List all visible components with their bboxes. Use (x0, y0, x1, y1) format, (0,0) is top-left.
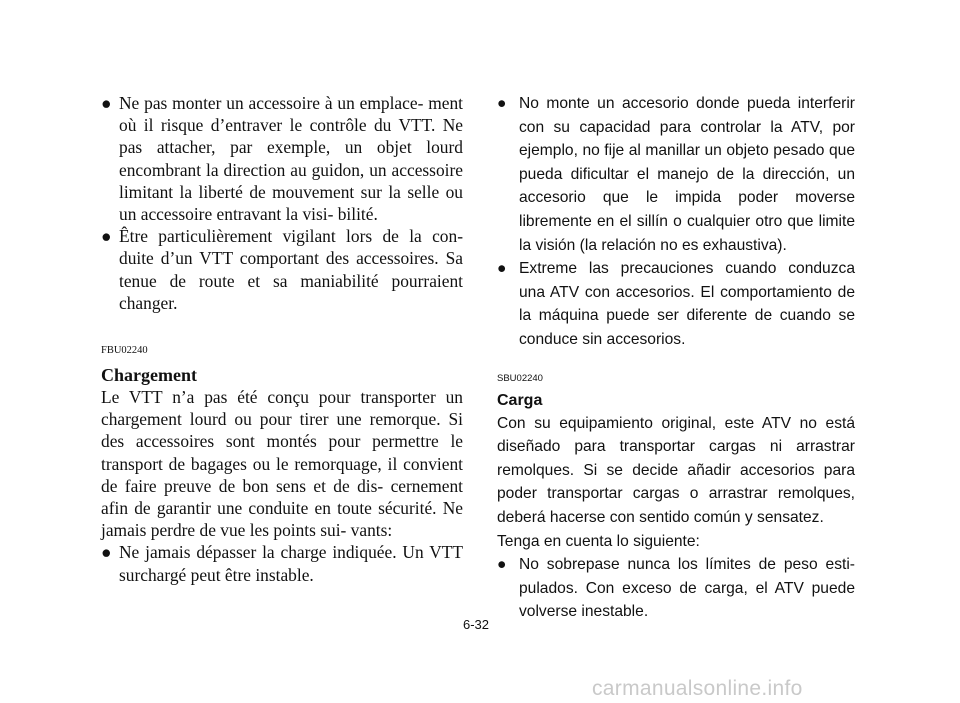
bullet-text: No monte un accesorio donde pueda interferir con su capacidad para controlar la ATV, por ejemplo, no fije al manillar un objeto pesado que pueda dificultar el manejo de la dirección, un accesorio que le impida poder moverse libremente en el sillín o cualquier otro que limite la visión (la relación no es exhaustiva). (519, 95, 855, 254)
spanish-bullet-load-limit (497, 553, 855, 624)
french-bullet-accessory-placement (101, 92, 463, 225)
bullet-icon: ● (101, 226, 112, 247)
bullet-text: Extreme las precauciones cuando conduzca una ATV con accesorios. El comportamiento de la máquina puede ser diferente de cuando se conduce sin accesorios. (519, 260, 855, 348)
bullet-icon: ● (101, 93, 112, 113)
section-heading: Chargement (101, 365, 197, 386)
french-column (101, 92, 463, 586)
section-paragraph: Con su equipamiento original, este ATV no está diseñado para transportar cargas ni arrastrar remolques. Si se decide añadir accesorios para poder transportar cargas o arrastrar remolques, deberá hacerse con sentido común y sensatez. (497, 414, 855, 526)
section-code: FBU02240 (101, 345, 148, 357)
french-bullet-vigilance (101, 225, 463, 314)
spanish-bullet-precautions (497, 257, 855, 351)
section-paragraph: Le VTT n’a pas été conçu pour transporter un chargement lourd ou pour tirer une remorque. Si des accessoires sont montés pour permettre le transport de bagages ou le remorquage, il convient de faire preuve de bon sens et de dis- cernement afin de garantir une conduite en toute sécurité. Ne jamais perdre de vue les points sui- vants: (101, 387, 463, 541)
bullet-text: Ne pas monter un accessoire à un emplace- ment où il risque d’entraver le contrôle du VTT. Ne pas attacher, par exemple, un objet lourd encombrant la direction au guidon, un accessoire limitant la liberté de mouvement sur la selle ou un accessoire entravant la visi- bilité. (119, 93, 463, 225)
bullet-text: No sobrepase nunca los límites de peso esti- pulados. Con exceso de carga, el ATV puede volverse inestable. (519, 556, 855, 621)
bullet-text: Être particulièrement vigilant lors de la con- duite d’un VTT comportant des accessoires. Sa tenue de route et sa maniabilité pourraient changer. (119, 226, 463, 313)
watermark: carmanualsonline.info (592, 677, 803, 700)
bullet-icon: ● (497, 260, 507, 278)
bullet-icon: ● (497, 556, 507, 574)
bullet-icon: ● (497, 95, 507, 112)
section-heading: Carga (497, 391, 543, 409)
section-code: SBU02240 (497, 372, 543, 384)
page-number: 6-32 (463, 617, 490, 632)
spanish-column (497, 92, 855, 624)
french-bullet-load-limit (101, 541, 463, 585)
spanish-bullet-accessory-placement (497, 92, 855, 257)
bullet-text: Ne jamais dépasser la charge indiquée. Un VTT surchargé peut être instable. (119, 542, 463, 585)
section-paragraph-note: Tenga en cuenta lo siguiente: (497, 532, 700, 550)
bullet-icon: ● (101, 542, 112, 563)
